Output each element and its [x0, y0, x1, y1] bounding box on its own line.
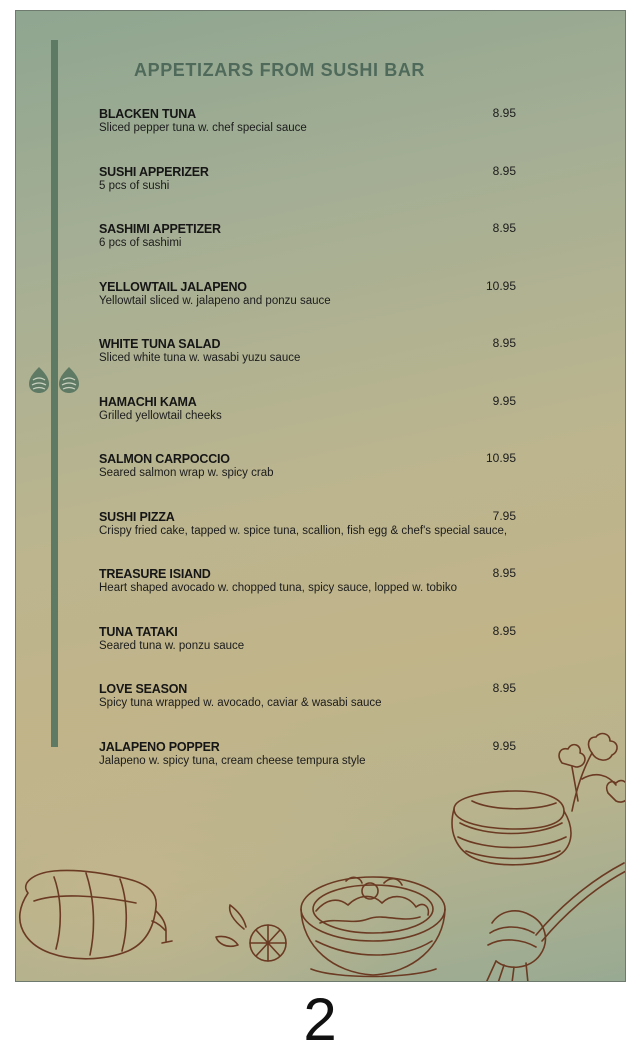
- menu-item-description: Sliced pepper tuna w. chef special sauce: [99, 122, 307, 134]
- menu-item-name: SUSHI PIZZA: [99, 509, 175, 524]
- page-number: 2: [303, 986, 337, 1053]
- menu-item-price: 8.95: [492, 106, 516, 120]
- menu-item-name: WHITE TUNA SALAD: [99, 337, 221, 351]
- menu-item-price: 9.95: [492, 393, 516, 408]
- menu-item: [99, 625, 599, 683]
- menu-item: [99, 165, 599, 223]
- menu-item-description: Seared tuna w. ponzu sauce: [99, 639, 245, 652]
- menu-item-price: 7.95: [492, 508, 516, 523]
- menu-item-description: Grilled yellowtail cheeks: [99, 409, 222, 422]
- menu-item-description: Yellowtail sliced w. jalapeno and ponzu sauce: [99, 294, 331, 307]
- menu-item-name: SALMON CARPOCCIO: [99, 452, 230, 466]
- menu-item: [99, 567, 599, 625]
- menu-item-name: TUNA TATAKI: [99, 624, 178, 639]
- menu-item-name: BLACKEN TUNA: [99, 107, 196, 121]
- menu-item-name: YELLOWTAIL JALAPENO: [99, 279, 247, 294]
- menu-item: [99, 107, 599, 165]
- menu-section-title: APPETIZARS FROM SUSHI BAR: [134, 60, 426, 80]
- menu-item-price: 8.95: [492, 623, 516, 638]
- menu-item-description: Heart shaped avocado w. chopped tuna, spicy sauce, lopped w. tobiko: [99, 582, 458, 594]
- menu-item: [99, 222, 599, 280]
- menu-item: [99, 280, 599, 338]
- menu-item: [99, 452, 599, 510]
- menu-item: [99, 510, 599, 568]
- menu-item: [99, 337, 599, 395]
- menu-item-description: 6 pcs of sashimi: [99, 237, 182, 249]
- menu-item-price: 8.95: [492, 566, 516, 580]
- lotus-ornament-icon: [28, 366, 50, 394]
- menu-item-price: 10.95: [485, 278, 516, 293]
- menu-item-name: HAMACHI KAMA: [99, 394, 197, 409]
- menu-item-name: TREASURE ISIAND: [99, 567, 211, 581]
- menu-item-name: SASHIMI APPETIZER: [99, 222, 221, 236]
- lotus-ornament-icon: [58, 366, 80, 394]
- menu-item-name: SUSHI APPERIZER: [99, 164, 209, 179]
- noodle-basket-sketch: [452, 791, 571, 865]
- lemon-sketch: [216, 905, 286, 961]
- menu-item-price: 8.95: [492, 221, 516, 235]
- menu-item-price: 9.95: [492, 738, 516, 753]
- menu-item-price: 8.95: [492, 681, 516, 695]
- menu-item-description: Jalapeno w. spicy tuna, cream cheese tempura style: [99, 754, 366, 767]
- vertical-accent-bar: [51, 40, 58, 747]
- menu-item-description: Seared salmon wrap w. spicy crab: [99, 467, 274, 479]
- menu-item-name: LOVE SEASON: [99, 682, 188, 696]
- menu-item-description: Spicy tuna wrapped w. avocado, caviar & wasabi sauce: [99, 697, 382, 709]
- menu-item-list: [99, 107, 599, 797]
- menu-item: [99, 395, 599, 453]
- menu-item-price: 8.95: [492, 336, 516, 350]
- menu-item-name: JALAPENO POPPER: [99, 739, 220, 754]
- bell-pepper-sketch: [20, 870, 172, 958]
- fork-with-noodles-sketch: [486, 863, 626, 982]
- menu-item: [99, 682, 599, 740]
- menu-item-description: Crispy fried cake, tapped w. spice tuna, scallion, fish egg & chef's special sauce,: [99, 524, 508, 537]
- menu-item-description: 5 pcs of sushi: [99, 179, 170, 192]
- menu-item-price: 8.95: [492, 163, 516, 178]
- menu-item: [99, 740, 599, 798]
- menu-item-description: Sliced white tuna w. wasabi yuzu sauce: [99, 352, 301, 364]
- menu-page: [15, 10, 626, 982]
- menu-item-price: 10.95: [485, 451, 516, 465]
- noodle-bowl-sketch: [301, 877, 445, 977]
